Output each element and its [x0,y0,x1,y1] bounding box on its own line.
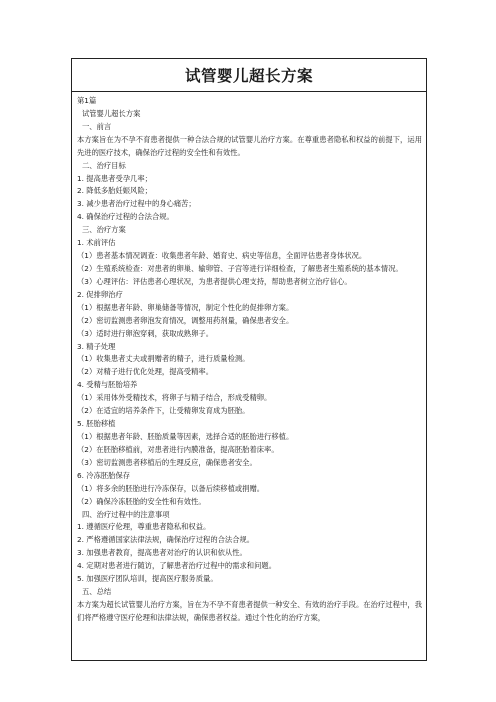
text-line: 3. 精子处理 [77,341,116,351]
text-line: （1）患者基本情况调查：收集患者年龄、婚育史、病史等信息，全面评估患者身体状况。 [77,251,367,261]
text-line: 4. 受精与胚胎培养 [77,380,138,390]
text-line: 4. 确保治疗过程的合法合规。 [77,212,174,222]
text-line: 2. 严格遵循国家法律法规，确保治疗过程的合法合规。 [77,535,255,545]
text-line: 五、总结 [82,587,112,597]
text-line: 1. 提高患者受孕几率； [77,173,152,183]
text-line: 试管婴儿超长方案 [82,108,141,118]
text-line: 三、治疗方案 [82,225,126,235]
document-body [72,92,426,625]
text-line: （1）根据患者年龄、卵巢储备等情况，制定个性化的促排卵方案。 [77,302,294,312]
text-line: 2. 降低多胎妊娠风险； [77,186,152,196]
text-line: （2）确保冷冻胚胎的安全性和有效性。 [77,496,206,506]
document-title: 试管婴儿超长方案 [72,59,426,92]
text-line: 四、治疗过程中的注意事项 [82,509,170,519]
text-line: （3）心理评估：评估患者心理状况，为患者提供心理支持，帮助患者树立治疗信心。 [77,276,352,286]
text-line: 一、前言 [82,121,112,131]
document-frame [71,58,427,661]
text-line: 二、治疗目标 [82,160,126,170]
text-line: 5. 胚胎移植 [77,419,116,429]
text-line: 1. 术前评估 [77,238,116,248]
text-line: （1）采用体外受精技术，将卵子与精子结合，形成受精卵。 [77,393,272,403]
text-line: 5. 加强医疗团队培训，提高医疗服务质量。 [77,574,218,584]
text-line: 第1篇 [77,96,97,105]
text-line: （1）将多余的胚胎进行冷冻保存，以备后续移植或捐赠。 [77,483,265,493]
text-line: （2）密切监测患者卵泡发育情况，调整用药剂量，确保患者安全。 [77,315,294,325]
text-line: （2）生殖系统检查：对患者的卵巢、输卵管、子宫等进行详细检查，了解患者生殖系统的基本情况。 [77,263,403,273]
text-line: 本方案为超长试管婴儿治疗方案，旨在为不孕不育患者提供一种安全、有效的治疗手段。在治疗过程中，我们将严格遵守医疗伦理和法律法规，确保患者权益。通过个性化的治疗方案， [77,599,422,622]
text-line: （1）根据患者年龄、胚胎质量等因素，选择合适的胚胎进行移植。 [77,431,294,441]
text-line: （2）在胚胎移植前，对患者进行内膜准备，提高胚胎着床率。 [77,444,279,454]
text-line: （3）适时进行卵泡穿刺，获取成熟卵子。 [77,328,213,338]
text-line: 1. 遵循医疗伦理，尊重患者隐私和权益。 [77,522,211,532]
text-line: 6. 冷冻胚胎保存 [77,470,131,480]
text-line: 4. 定期对患者进行随访，了解患者治疗过程中的需求和问题。 [77,561,276,571]
text-line: 2. 促排卵治疗 [77,289,123,299]
text-line: （1）收集患者丈夫或捐赠者的精子，进行质量检测。 [77,354,250,364]
text-line: （2）在适宜的培养条件下，让受精卵发育成为胚胎。 [77,406,250,416]
text-line: 3. 减少患者治疗过程中的身心痛苦； [77,199,196,209]
text-line: 本方案旨在为不孕不育患者提供一种合法合规的试管婴儿治疗方案。在尊重患者隐私和权益的前提下，运用先进的医疗技术，确保治疗过程的安全性和有效性。 [77,134,422,157]
text-line: 3. 加强患者教育，提高患者对治疗的认识和依从性。 [77,548,247,558]
text-line: （3）密切监测患者移植后的生理反应，确保患者安全。 [77,457,257,467]
text-line: （2）对精子进行优化处理，提高受精率。 [77,367,213,377]
